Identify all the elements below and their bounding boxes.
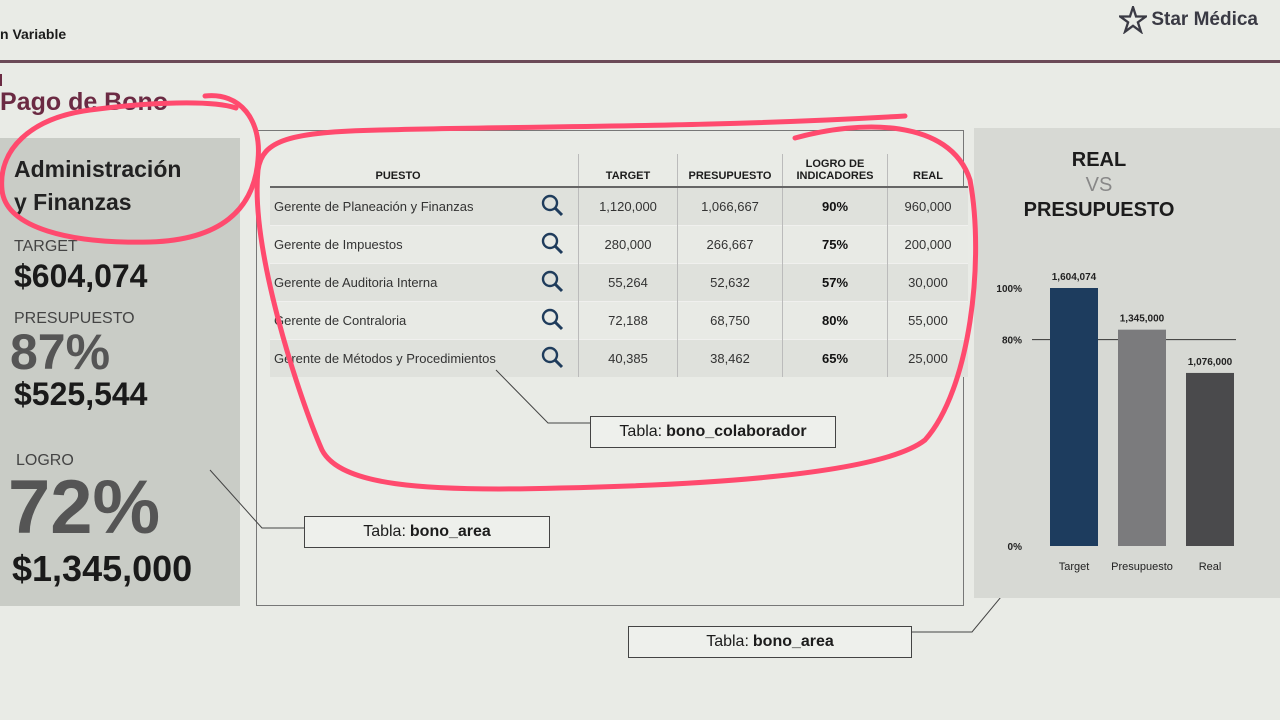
header-divider [0,60,1280,63]
chart-title-line-2: VS [1085,174,1113,196]
search-icon[interactable] [540,231,564,255]
cell-puesto: Gerente de Planeación y Finanzas [270,187,526,226]
header-real: REAL [888,154,969,187]
target-value: $604,074 [14,258,148,294]
cell-puesto: Gerente de Impuestos [270,226,526,264]
bar-real [1186,373,1234,546]
y-tick-label: 80% [1001,335,1022,347]
search-icon[interactable] [540,193,564,217]
table-row [270,226,968,264]
header-puesto: PUESTO [270,154,526,187]
search-icon[interactable] [540,307,564,331]
bono-colaborador-table [270,154,968,377]
cell-target: 280,000 [579,226,678,264]
chart-title-line-3: PRESUPUESTO [1023,199,1175,221]
cell-logro: 65% [783,340,888,378]
header-title: n Variable [0,26,67,42]
cell-target: 72,188 [579,302,678,340]
area-name-line-2: y Finanzas [14,189,132,215]
y-tick-label: 0% [1007,542,1022,553]
presupuesto-percent: 87% [10,324,111,380]
x-tick-label: Presupuesto [1111,561,1173,573]
tag-bono-area-left [304,516,550,548]
x-tick-label: Real [1198,561,1222,573]
cell-puesto: Gerente de Contraloria [270,302,526,340]
tag-table-name: bono_area [409,523,491,540]
y-tick-label: 100% [996,284,1022,295]
header-logro-line-2: INDICADORES [796,170,874,182]
cell-target: 1,120,000 [579,187,678,226]
area-name-line-1: Administración [14,156,182,182]
cell-real: 55,000 [888,302,969,340]
tag-prefix: Tabla: [619,423,663,440]
tag-table-name: bono_area [752,633,834,650]
cell-puesto: Gerente de Auditoria Interna [270,264,526,302]
tag-bono-colaborador [590,416,836,448]
cell-puesto: Gerente de Métodos y Procedimientos [270,340,526,378]
bar-presupuesto [1118,330,1166,546]
header-logro [783,154,888,187]
target-label: TARGET [14,238,78,255]
tag-table-name: bono_colaborador [666,423,807,440]
table-row [270,302,968,340]
tag-bono-area-right [628,626,912,658]
cell-presupuesto: 68,750 [678,302,783,340]
presupuesto-label: PRESUPUESTO [14,310,135,327]
bar-value-label: 1,604,074 [1051,272,1097,283]
bar-value-label: 1,076,000 [1187,356,1233,368]
cell-presupuesto: 52,632 [678,264,783,302]
logro-value: $1,345,000 [12,548,193,589]
page-title: Pago de Bono [0,88,169,116]
logro-label: LOGRO [16,452,74,469]
cell-presupuesto: 266,667 [678,226,783,264]
bar-value-label: 1,345,000 [1119,313,1165,325]
search-icon[interactable] [540,345,564,369]
area-name [14,153,181,219]
cell-real: 960,000 [888,187,969,226]
table-row [270,187,968,226]
table-header-row [270,154,968,187]
page-title-mark [0,74,8,86]
chart-title-line-1: REAL [1071,149,1127,171]
cell-logro: 57% [783,264,888,302]
presupuesto-value: $525,544 [14,376,148,412]
brand-name: Star Médica [1151,9,1258,30]
cell-real: 25,000 [888,340,969,378]
header-spacer [526,154,579,187]
cell-logro: 90% [783,187,888,226]
cell-presupuesto: 1,066,667 [678,187,783,226]
header-logro-line-1: LOGRO DE [805,158,865,170]
x-tick-label: Target [1058,561,1090,573]
cell-logro: 80% [783,302,888,340]
tag-prefix: Tabla: [363,523,406,540]
cell-target: 40,385 [579,340,678,378]
star-logo-icon [1119,6,1147,34]
cell-target: 55,264 [579,264,678,302]
tag-prefix: Tabla: [706,633,749,650]
cell-presupuesto: 38,462 [678,340,783,378]
cell-real: 30,000 [888,264,969,302]
brand-logo [1119,6,1258,34]
cell-logro: 75% [783,226,888,264]
cell-real: 200,000 [888,226,969,264]
logro-percent: 72% [8,465,161,550]
bar-target [1050,288,1098,546]
header-target: TARGET [579,154,678,187]
table-row [270,264,968,302]
real-vs-presupuesto-chart [974,250,1274,590]
table-row [270,340,968,378]
header-presupuesto: PRESUPUESTO [678,154,783,187]
chart-title [974,148,1224,223]
search-icon[interactable] [540,269,564,293]
